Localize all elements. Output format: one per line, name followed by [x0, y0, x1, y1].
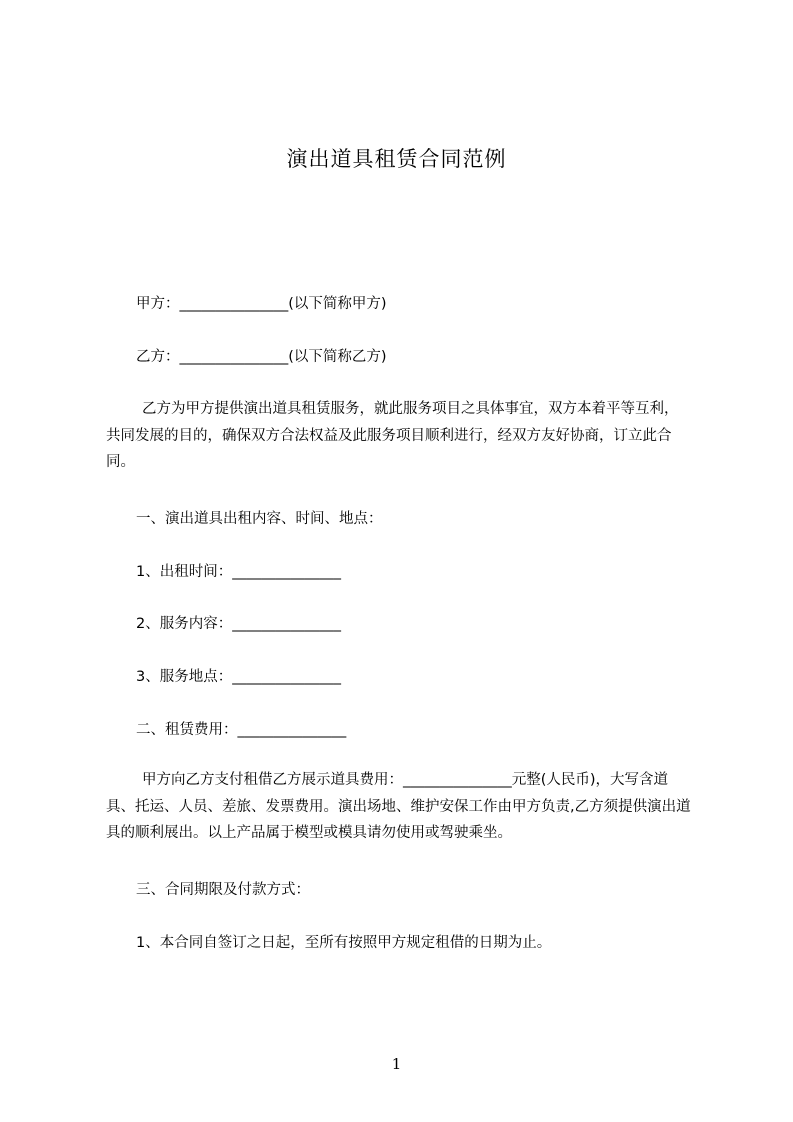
- party-a-line: 甲方：_______________(以下简称甲方): [136, 296, 387, 312]
- service-location-item: 3、服务地点：_______________: [136, 669, 341, 685]
- party-b-line: 乙方：_______________(以下简称乙方): [136, 349, 387, 365]
- section-1-heading: 一、演出道具出租内容、时间、地点：: [136, 511, 383, 527]
- page-number: 1: [391, 1055, 402, 1073]
- document-title: 演出道具租赁合同范例: [286, 147, 507, 171]
- intro-paragraph: 乙方为甲方提供演出道具租赁服务，就此服务项目之具体事宜，双方本着平等互利，共同发展的目的，确保双方合法权益及此服务项目顺利进行，经双方友好协商，订立此合同。: [106, 401, 679, 470]
- section-3-heading: 三、合同期限及付款方式：: [136, 882, 310, 898]
- fee-paragraph: 甲方向乙方支付租借乙方展示道具费用：_______________元整(人民币)，大写含道具、托运、人员、差旅、发票费用。演出场地、维护安保工作由甲方负责,乙方须提供演出道具的顺利展出。以上产品属于模型或模具请勿使用或驾驶乘坐。: [106, 772, 691, 841]
- section-2-heading: 二、租赁费用：_______________: [136, 722, 347, 738]
- service-content-item: 2、服务内容：_______________: [136, 616, 341, 632]
- contract-term-item: 1、本合同自签订之日起，至所有按照甲方规定租借的日期为止。: [136, 935, 552, 951]
- rental-time-item: 1、出租时间：_______________: [136, 564, 341, 580]
